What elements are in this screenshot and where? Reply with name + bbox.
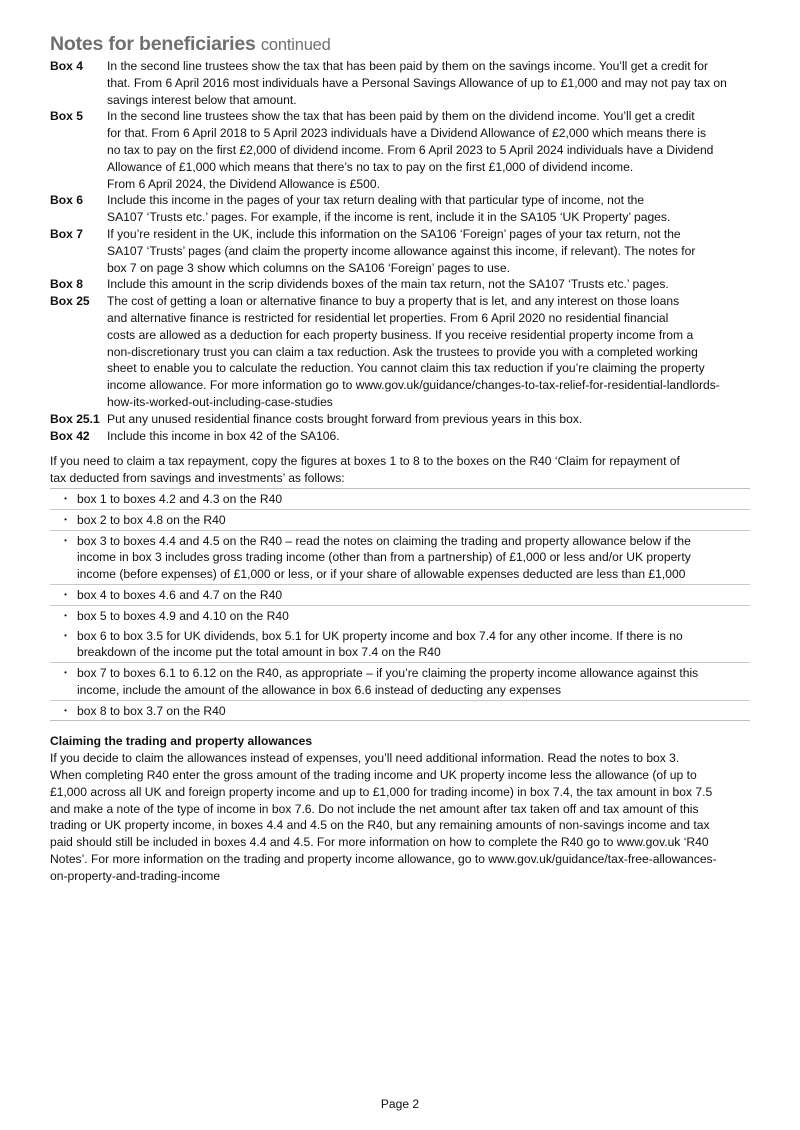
box-text-line: Include this amount in the scrip dividends boxes of the main tax return, not the SA107 ‘Trusts etc.’ pages. [107,277,669,292]
box-note [50,276,750,293]
list-item-line: box 5 to boxes 4.9 and 4.10 on the R40 [77,608,289,623]
box-note [50,226,750,276]
list-item-line: box 8 to box 3.7 on the R40 [77,703,226,718]
heading-continued: continued [260,36,331,54]
claiming-allowances-line: When completing R40 enter the gross amount of the trading income and UK property income less the allowance (of up to [50,768,697,783]
box-label: Box 25 [50,294,90,309]
claiming-allowances-title: Claiming the trading and property allowances [50,734,313,749]
box-text-line: income allowance. For more information go to www.gov.uk/guidance/changes-to-tax-relief-for-residential-landlords- [107,378,720,393]
box-text-line: Put any unused residential finance costs brought forward from previous years in this box. [107,411,583,426]
box-text-line: In the second line trustees show the tax that has been paid by them on the savings income. You’ll get a credit for [107,59,709,73]
list-item [50,510,750,531]
box-text-line: SA107 ‘Trusts etc.’ pages. For example, if the income is rent, include it in the SA105 ‘UK Property’ pages. [107,210,671,225]
bullet-icon: • [64,514,67,524]
claiming-allowances-line: on-property-and-trading-income [50,868,221,883]
box-label: Box 8 [50,277,83,292]
list-item-text [77,587,750,604]
box-text-line: that. From 6 April 2016 most individuals have a Personal Savings Allowance of up to £1,000 and may not pay tax on [107,75,727,90]
box-text-line: savings interest below that amount. [107,92,297,107]
box-text [107,192,750,226]
box-label: Box 25.1 [50,411,100,426]
box-label: Box 5 [50,109,83,124]
repayment-intro-line: tax deducted from savings and investments’ as follows: [50,471,345,486]
box-notes-list [50,58,750,444]
box-text [107,276,750,293]
box-text-line: box 7 on page 3 show which columns on the SA106 ‘Foreign’ pages to use. [107,260,510,275]
box-label: Box 42 [50,428,90,443]
box-text [107,58,750,108]
bullet-icon: • [64,535,67,545]
claiming-allowances-line: £1,000 across all UK and foreign property income and up to £1,000 for trading income) in box 7.4, the tax amount in box 7.5 [50,784,713,799]
list-item [50,585,750,606]
claiming-allowances-body [50,750,750,884]
bullet-icon: • [64,668,67,678]
repayment-intro-line: If you need to claim a tax repayment, copy the figures at boxes 1 to 8 to the boxes on the R40 ‘Claim for repayment of [50,454,680,469]
bullet-icon: • [64,493,67,503]
box-text-line: SA107 ‘Trusts’ pages (and claim the property income allowance against this income, if relevant). The notes for [107,243,696,258]
repayment-intro [50,453,750,487]
list-item-line: income (before expenses) of £1,000 or less, or if your share of allowable expenses deducted are less than £1,000 [77,567,686,582]
list-item-text [77,665,750,699]
list-item-line: income, include the amount of the allowance in box 6.6 instead of deducting any expenses [77,682,562,697]
box-text-line: for that. From 6 April 2018 to 5 April 2023 individuals have a Dividend Allowance of £2,000 which means there is [107,126,706,141]
box-text-line: If you’re resident in the UK, include this information on the SA106 ‘Foreign’ pages of your tax return, not the [107,226,681,241]
box-text [107,411,750,428]
list-item [50,531,750,585]
list-item-text [77,608,750,625]
bullet-icon: • [64,705,67,715]
list-item-line: box 3 to boxes 4.4 and 4.5 on the R40 – read the notes on claiming the trading and property allowance below if the [77,533,691,548]
list-item-text [77,703,750,720]
box-text-line: In the second line trustees show the tax that has been paid by them on the dividend income. You’ll get a credit [107,109,695,124]
box-text-line: sheet to enable you to calculate the reduction. You cannot claim this tax reduction if you’re claiming the property [107,361,705,376]
box-text-line: non-discretionary trust you can claim a tax reduction. Ask the trustees to provide you with a completed working [107,344,698,359]
list-item-line: box 4 to boxes 4.6 and 4.7 on the R40 [77,587,283,602]
claiming-allowances-line: If you decide to claim the allowances instead of expenses, you’ll need additional information. Read the notes to box 3. [50,751,680,766]
box-note [50,293,750,411]
box-label: Box 6 [50,193,83,208]
claiming-allowances-line: paid should still be included in boxes 4.4 and 4.5. For more information on how to complete the R40 go to www.gov.uk ‘R40 [50,835,709,850]
page-number: Page 2 [380,1097,420,1111]
box-text-line: Include this income in the pages of your tax return dealing with that particular type of income, not the [107,193,645,208]
box-text [107,226,750,276]
list-item-text [77,533,750,583]
list-item-line: income in box 3 includes gross trading income (other than from a partnership) of £1,000 or less and/or UK property [77,550,691,565]
box-note [50,192,750,226]
list-item-line: box 1 to boxes 4.2 and 4.3 on the R40 [77,491,283,506]
claiming-allowances-line: Notes’. For more information on the trading and property income allowance, go to www.gov.uk/guidance/tax-free-allowances- [50,852,717,867]
list-item-line: box 6 to box 3.5 for UK dividends, box 5.1 for UK property income and box 7.4 for any other income. If there is no [77,628,683,643]
box-note [50,428,750,445]
box-text-line: The cost of getting a loan or alternative finance to buy a property that is let, and any interest on those loans [107,294,680,309]
list-item-line: box 7 to boxes 6.1 to 6.12 on the R40, as appropriate – if you’re claiming the property income allowance against this [77,666,699,681]
list-item [50,626,750,664]
list-item [50,489,750,510]
list-item-line: box 2 to box 4.8 on the R40 [77,512,226,527]
claiming-allowances-line: trading or UK property income, in boxes 4.4 and 4.5 on the R40, but any remaining amounts of non-savings income and tax [50,818,710,833]
list-item-text [77,512,750,529]
list-item [50,606,750,626]
box-text-line: and alternative finance is restricted for residential let properties. From 6 April 2020 no residential financial [107,310,669,325]
box-note [50,108,750,192]
box-text-line: Include this income in box 42 of the SA106. [107,428,340,443]
bullet-icon: • [64,630,67,640]
bullet-icon: • [64,589,67,599]
box-text-line: Allowance of £1,000 which means that there’s no tax to pay on the first £1,000 of dividend income. [107,159,634,174]
box-text-line: costs are allowed as a deduction for each property business. If you receive residential property income from a [107,327,694,342]
page-content [50,33,750,885]
box-text [107,428,750,445]
box-text [107,293,750,411]
page-heading [50,33,750,56]
box-label: Box 7 [50,226,83,241]
box-note [50,411,750,428]
box-label: Box 4 [50,59,83,73]
list-item-text [77,628,750,662]
list-item [50,701,750,721]
claiming-allowances-line: and make a note of the type of income in box 7.6. Do not include the net amount after tax taken off and tax amount of this [50,801,699,816]
box-text [107,108,750,192]
heading-title: Notes for beneficiaries [50,33,256,55]
list-item [50,663,750,701]
bullet-icon: • [64,610,67,620]
box-note [50,58,750,108]
box-text-line: From 6 April 2024, the Dividend Allowance is £500. [107,176,380,191]
box-text-line: no tax to pay on the first £2,000 of dividend income. From 6 April 2023 to 5 April 2024 individuals have a Dividend [107,142,714,157]
list-item-text [77,491,750,508]
list-item-line: breakdown of the income put the total amount in box 7.4 on the R40 [77,645,441,660]
repayment-mapping-list [50,488,750,722]
box-text-line: how-its-worked-out-including-case-studies [107,394,333,409]
